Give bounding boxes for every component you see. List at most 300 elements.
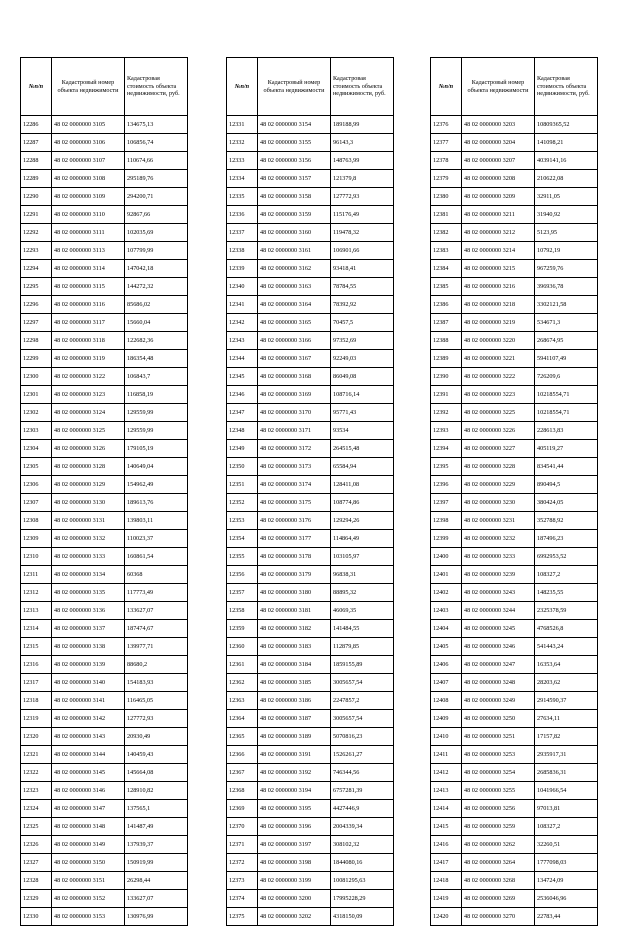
row-number: 12290: [21, 188, 52, 206]
cadastral-number: 48 02 0000000 3153: [52, 908, 125, 926]
cadastral-number: 48 02 0000000 3269: [462, 890, 535, 908]
cadastral-value: 228613,83: [535, 422, 598, 440]
cadastral-number: 48 02 0000000 3107: [52, 152, 125, 170]
cadastral-value: 97352,69: [331, 332, 394, 350]
cadastral-number: 48 02 0000000 3227: [462, 440, 535, 458]
cadastral-value: 92249,03: [331, 350, 394, 368]
header-number: №п/п: [227, 58, 258, 116]
row-number: 12311: [21, 566, 52, 584]
table-row: [21, 620, 188, 638]
row-number: 12375: [227, 908, 258, 926]
table-row: [431, 692, 598, 710]
row-number: 12301: [21, 386, 52, 404]
cadastral-number: 48 02 0000000 3218: [462, 296, 535, 314]
cadastral-number: 48 02 0000000 3251: [462, 728, 535, 746]
table-row: [21, 764, 188, 782]
row-number: 12313: [21, 602, 52, 620]
row-number: 12382: [431, 224, 462, 242]
row-number: 12323: [21, 782, 52, 800]
cadastral-number: 48 02 0000000 3124: [52, 404, 125, 422]
cadastral-number: 48 02 0000000 3209: [462, 188, 535, 206]
cadastral-value: 127772,93: [125, 710, 188, 728]
cadastral-value: 114864,49: [331, 530, 394, 548]
cadastral-value: 726209,6: [535, 368, 598, 386]
cadastral-number: 48 02 0000000 3243: [462, 584, 535, 602]
row-number: 12405: [431, 638, 462, 656]
cadastral-value: 93418,41: [331, 260, 394, 278]
cadastral-value: 32911,05: [535, 188, 598, 206]
cadastral-number: 48 02 0000000 3160: [258, 224, 331, 242]
cadastral-value: 380424,05: [535, 494, 598, 512]
cadastral-value: 179105,19: [125, 440, 188, 458]
table-row: [431, 728, 598, 746]
table-row: [227, 188, 394, 206]
cadastral-value: 65584,94: [331, 458, 394, 476]
cadastral-number: 48 02 0000000 3223: [462, 386, 535, 404]
row-number: 12342: [227, 314, 258, 332]
cadastral-value: 139803,11: [125, 512, 188, 530]
cadastral-value: 108716,14: [331, 386, 394, 404]
table-row: [431, 584, 598, 602]
table-row: [431, 854, 598, 872]
row-number: 12334: [227, 170, 258, 188]
table-row: [21, 818, 188, 836]
cadastral-value: 88895,32: [331, 584, 394, 602]
row-number: 12387: [431, 314, 462, 332]
header-row: [431, 58, 598, 116]
cadastral-number: 48 02 0000000 3149: [52, 836, 125, 854]
table-row: [227, 710, 394, 728]
row-number: 12411: [431, 746, 462, 764]
cadastral-number: 48 02 0000000 3133: [52, 548, 125, 566]
table-row: [21, 674, 188, 692]
table-row: [227, 350, 394, 368]
table-row: [21, 368, 188, 386]
table-row: [431, 566, 598, 584]
cadastral-value: 32260,51: [535, 836, 598, 854]
row-number: 12298: [21, 332, 52, 350]
cadastral-number: 48 02 0000000 3253: [462, 746, 535, 764]
cadastral-number: 48 02 0000000 3214: [462, 242, 535, 260]
cadastral-value: 108774,86: [331, 494, 394, 512]
table-row: [431, 440, 598, 458]
cadastral-value: 10809365,52: [535, 116, 598, 134]
table-row: [431, 656, 598, 674]
cadastral-number: 48 02 0000000 3195: [258, 800, 331, 818]
row-number: 12419: [431, 890, 462, 908]
cadastral-value: 106856,74: [125, 134, 188, 152]
row-number: 12330: [21, 908, 52, 926]
cadastral-value: 145664,08: [125, 764, 188, 782]
cadastral-number: 48 02 0000000 3220: [462, 332, 535, 350]
row-number: 12407: [431, 674, 462, 692]
cadastral-number: 48 02 0000000 3221: [462, 350, 535, 368]
cadastral-number: 48 02 0000000 3137: [52, 620, 125, 638]
row-number: 12386: [431, 296, 462, 314]
cadastral-value: 746344,56: [331, 764, 394, 782]
row-number: 12292: [21, 224, 52, 242]
cadastral-value: 147042,18: [125, 260, 188, 278]
row-number: 12367: [227, 764, 258, 782]
cadastral-value: 88680,2: [125, 656, 188, 674]
cadastral-value: 93534: [331, 422, 394, 440]
cadastral-number: 48 02 0000000 3166: [258, 332, 331, 350]
table-row: [21, 206, 188, 224]
row-number: 12359: [227, 620, 258, 638]
cadastral-value: 140649,04: [125, 458, 188, 476]
table-row: [227, 332, 394, 350]
cadastral-value: 117773,49: [125, 584, 188, 602]
cadastral-value: 187474,67: [125, 620, 188, 638]
table-row: [21, 836, 188, 854]
table-row: [21, 458, 188, 476]
cadastral-value: 16353,64: [535, 656, 598, 674]
row-number: 12339: [227, 260, 258, 278]
row-number: 12343: [227, 332, 258, 350]
cadastral-number: 48 02 0000000 3132: [52, 530, 125, 548]
cadastral-number: 48 02 0000000 3177: [258, 530, 331, 548]
cadastral-number: 48 02 0000000 3194: [258, 782, 331, 800]
row-number: 12397: [431, 494, 462, 512]
row-number: 12390: [431, 368, 462, 386]
cadastral-number: 48 02 0000000 3142: [52, 710, 125, 728]
cadastral-number: 48 02 0000000 3185: [258, 674, 331, 692]
table-row: [21, 692, 188, 710]
table-row: [431, 476, 598, 494]
cadastral-number: 48 02 0000000 3229: [462, 476, 535, 494]
row-number: 12362: [227, 674, 258, 692]
table-row: [21, 440, 188, 458]
table-row: [21, 530, 188, 548]
row-number: 12318: [21, 692, 52, 710]
table-row: [431, 548, 598, 566]
cadastral-value: 108327,2: [535, 566, 598, 584]
header-cadastral-number: Кадастровый номер объекта недвижимости: [462, 58, 535, 116]
table-row: [227, 584, 394, 602]
cadastral-number: 48 02 0000000 3147: [52, 800, 125, 818]
row-number: 12378: [431, 152, 462, 170]
table-row: [21, 566, 188, 584]
row-number: 12385: [431, 278, 462, 296]
row-number: 12363: [227, 692, 258, 710]
cadastral-number: 48 02 0000000 3126: [52, 440, 125, 458]
row-number: 12300: [21, 368, 52, 386]
table-row: [227, 134, 394, 152]
table-row: [227, 782, 394, 800]
cadastral-value: 110674,66: [125, 152, 188, 170]
row-number: 12315: [21, 638, 52, 656]
row-number: 12394: [431, 440, 462, 458]
cadastral-value: 112879,85: [331, 638, 394, 656]
row-number: 12337: [227, 224, 258, 242]
row-number: 12303: [21, 422, 52, 440]
row-number: 12347: [227, 404, 258, 422]
row-number: 12291: [21, 206, 52, 224]
table-row: [21, 134, 188, 152]
cadastral-number: 48 02 0000000 3157: [258, 170, 331, 188]
row-number: 12357: [227, 584, 258, 602]
row-number: 12329: [21, 890, 52, 908]
table-row: [21, 602, 188, 620]
table-row: [21, 386, 188, 404]
cadastral-number: 48 02 0000000 3199: [258, 872, 331, 890]
table-row: [227, 530, 394, 548]
header-cadastral-value: Кадастровая стоимость объекта недвижимости, руб.: [331, 58, 394, 116]
row-number: 12295: [21, 278, 52, 296]
row-number: 12349: [227, 440, 258, 458]
header-cadastral-number: Кадастровый номер объекта недвижимости: [258, 58, 331, 116]
row-number: 12312: [21, 584, 52, 602]
row-number: 12302: [21, 404, 52, 422]
cadastral-value: 405119,27: [535, 440, 598, 458]
row-number: 12402: [431, 584, 462, 602]
row-number: 12348: [227, 422, 258, 440]
cadastral-number: 48 02 0000000 3191: [258, 746, 331, 764]
cadastral-value: 396936,78: [535, 278, 598, 296]
row-number: 12379: [431, 170, 462, 188]
cadastral-number: 48 02 0000000 3116: [52, 296, 125, 314]
table-row: [227, 836, 394, 854]
cadastral-value: 121379,8: [331, 170, 394, 188]
cadastral-number: 48 02 0000000 3187: [258, 710, 331, 728]
row-number: 12308: [21, 512, 52, 530]
table-row: [21, 548, 188, 566]
cadastral-value: 6757281,39: [331, 782, 394, 800]
row-number: 12389: [431, 350, 462, 368]
row-number: 12316: [21, 656, 52, 674]
row-number: 12345: [227, 368, 258, 386]
row-number: 12321: [21, 746, 52, 764]
cadastral-value: 10792,19: [535, 242, 598, 260]
cadastral-number: 48 02 0000000 3196: [258, 818, 331, 836]
table-row: [21, 854, 188, 872]
row-number: 12401: [431, 566, 462, 584]
table-row: [227, 476, 394, 494]
table-row: [227, 152, 394, 170]
cadastral-number: 48 02 0000000 3255: [462, 782, 535, 800]
table-row: [227, 440, 394, 458]
cadastral-value: 17995228,29: [331, 890, 394, 908]
row-number: 12358: [227, 602, 258, 620]
cadastral-number: 48 02 0000000 3222: [462, 368, 535, 386]
row-number: 12398: [431, 512, 462, 530]
cadastral-number: 48 02 0000000 3145: [52, 764, 125, 782]
table-row: [431, 836, 598, 854]
cadastral-value: 78784,55: [331, 278, 394, 296]
header-cadastral-value: Кадастровая стоимость объекта недвижимости, руб.: [125, 58, 188, 116]
cadastral-value: 141487,49: [125, 818, 188, 836]
row-number: 12417: [431, 854, 462, 872]
row-number: 12371: [227, 836, 258, 854]
row-number: 12293: [21, 242, 52, 260]
table-row: [227, 458, 394, 476]
cadastral-value: 78392,92: [331, 296, 394, 314]
cadastral-number: 48 02 0000000 3128: [52, 458, 125, 476]
cadastral-table-3: [430, 57, 598, 926]
cadastral-number: 48 02 0000000 3226: [462, 422, 535, 440]
table-row: [431, 782, 598, 800]
table-row: [227, 638, 394, 656]
row-number: 12340: [227, 278, 258, 296]
table-row: [21, 188, 188, 206]
cadastral-value: 148235,55: [535, 584, 598, 602]
cadastral-value: 141484,55: [331, 620, 394, 638]
table-row: [431, 638, 598, 656]
cadastral-value: 92867,66: [125, 206, 188, 224]
cadastral-value: 5123,95: [535, 224, 598, 242]
cadastral-value: 119478,32: [331, 224, 394, 242]
cadastral-value: 2247857,2: [331, 692, 394, 710]
table-row: [431, 242, 598, 260]
row-number: 12335: [227, 188, 258, 206]
cadastral-number: 48 02 0000000 3163: [258, 278, 331, 296]
cadastral-value: 4039141,16: [535, 152, 598, 170]
cadastral-number: 48 02 0000000 3140: [52, 674, 125, 692]
row-number: 12354: [227, 530, 258, 548]
cadastral-value: 10081295,63: [331, 872, 394, 890]
cadastral-value: 308102,32: [331, 836, 394, 854]
cadastral-number: 48 02 0000000 3122: [52, 368, 125, 386]
row-number: 12377: [431, 134, 462, 152]
cadastral-value: 102035,69: [125, 224, 188, 242]
row-number: 12304: [21, 440, 52, 458]
table-row: [431, 800, 598, 818]
row-number: 12376: [431, 116, 462, 134]
table-row: [21, 476, 188, 494]
table-row: [21, 782, 188, 800]
cadastral-number: 48 02 0000000 3250: [462, 710, 535, 728]
cadastral-number: 48 02 0000000 3215: [462, 260, 535, 278]
cadastral-value: 2935917,31: [535, 746, 598, 764]
table-row: [431, 332, 598, 350]
cadastral-number: 48 02 0000000 3249: [462, 692, 535, 710]
table-row: [227, 674, 394, 692]
cadastral-number: 48 02 0000000 3175: [258, 494, 331, 512]
cadastral-value: 141098,21: [535, 134, 598, 152]
cadastral-number: 48 02 0000000 3167: [258, 350, 331, 368]
cadastral-number: 48 02 0000000 3150: [52, 854, 125, 872]
cadastral-number: 48 02 0000000 3211: [462, 206, 535, 224]
row-number: 12353: [227, 512, 258, 530]
cadastral-number: 48 02 0000000 3113: [52, 242, 125, 260]
row-number: 12352: [227, 494, 258, 512]
table-row: [431, 368, 598, 386]
cadastral-value: 1859155,89: [331, 656, 394, 674]
cadastral-number: 48 02 0000000 3264: [462, 854, 535, 872]
row-number: 12289: [21, 170, 52, 188]
table-row: [227, 872, 394, 890]
table-row: [431, 188, 598, 206]
table-row: [227, 116, 394, 134]
cadastral-value: 116465,05: [125, 692, 188, 710]
table-row: [431, 746, 598, 764]
table-row: [21, 260, 188, 278]
cadastral-number: 48 02 0000000 3212: [462, 224, 535, 242]
row-number: 12403: [431, 602, 462, 620]
cadastral-number: 48 02 0000000 3158: [258, 188, 331, 206]
table-row: [21, 224, 188, 242]
cadastral-number: 48 02 0000000 3115: [52, 278, 125, 296]
row-number: 12373: [227, 872, 258, 890]
row-number: 12286: [21, 116, 52, 134]
row-number: 12400: [431, 548, 462, 566]
cadastral-value: 28203,62: [535, 674, 598, 692]
row-number: 12310: [21, 548, 52, 566]
cadastral-number: 48 02 0000000 3111: [52, 224, 125, 242]
table-row: [227, 260, 394, 278]
table-row: [21, 314, 188, 332]
row-number: 12356: [227, 566, 258, 584]
table-row: [227, 512, 394, 530]
cadastral-number: 48 02 0000000 3219: [462, 314, 535, 332]
cadastral-number: 48 02 0000000 3228: [462, 458, 535, 476]
row-number: 12374: [227, 890, 258, 908]
table-row: [21, 638, 188, 656]
cadastral-value: 130976,99: [125, 908, 188, 926]
table-row: [227, 692, 394, 710]
cadastral-number: 48 02 0000000 3161: [258, 242, 331, 260]
table-row: [431, 260, 598, 278]
cadastral-number: 48 02 0000000 3184: [258, 656, 331, 674]
cadastral-number: 48 02 0000000 3151: [52, 872, 125, 890]
table-row: [227, 620, 394, 638]
cadastral-value: 15660,04: [125, 314, 188, 332]
cadastral-number: 48 02 0000000 3268: [462, 872, 535, 890]
header-number: №п/п: [21, 58, 52, 116]
cadastral-number: 48 02 0000000 3245: [462, 620, 535, 638]
row-number: 12336: [227, 206, 258, 224]
table-row: [431, 710, 598, 728]
cadastral-value: 26298,44: [125, 872, 188, 890]
table-row: [227, 854, 394, 872]
cadastral-value: 5070816,23: [331, 728, 394, 746]
cadastral-number: 48 02 0000000 3172: [258, 440, 331, 458]
cadastral-value: 967259,76: [535, 260, 598, 278]
cadastral-value: 108327,2: [535, 818, 598, 836]
cadastral-number: 48 02 0000000 3144: [52, 746, 125, 764]
row-number: 12420: [431, 908, 462, 926]
table-row: [21, 278, 188, 296]
row-number: 12324: [21, 800, 52, 818]
table-row: [227, 548, 394, 566]
cadastral-value: 268674,95: [535, 332, 598, 350]
row-number: 12307: [21, 494, 52, 512]
row-number: 12384: [431, 260, 462, 278]
table-row: [431, 314, 598, 332]
cadastral-value: 122682,36: [125, 332, 188, 350]
cadastral-number: 48 02 0000000 3152: [52, 890, 125, 908]
cadastral-value: 2685836,31: [535, 764, 598, 782]
cadastral-number: 48 02 0000000 3156: [258, 152, 331, 170]
cadastral-number: 48 02 0000000 3248: [462, 674, 535, 692]
table-row: [21, 152, 188, 170]
cadastral-value: 2004339,34: [331, 818, 394, 836]
cadastral-number: 48 02 0000000 3198: [258, 854, 331, 872]
cadastral-value: 3302121,58: [535, 296, 598, 314]
cadastral-number: 48 02 0000000 3186: [258, 692, 331, 710]
cadastral-number: 48 02 0000000 3233: [462, 548, 535, 566]
cadastral-number: 48 02 0000000 3204: [462, 134, 535, 152]
cadastral-number: 48 02 0000000 3135: [52, 584, 125, 602]
row-number: 12351: [227, 476, 258, 494]
header-row: [227, 58, 394, 116]
table-row: [431, 602, 598, 620]
cadastral-number: 48 02 0000000 3203: [462, 116, 535, 134]
row-number: 12396: [431, 476, 462, 494]
row-number: 12328: [21, 872, 52, 890]
row-number: 12299: [21, 350, 52, 368]
row-number: 12406: [431, 656, 462, 674]
